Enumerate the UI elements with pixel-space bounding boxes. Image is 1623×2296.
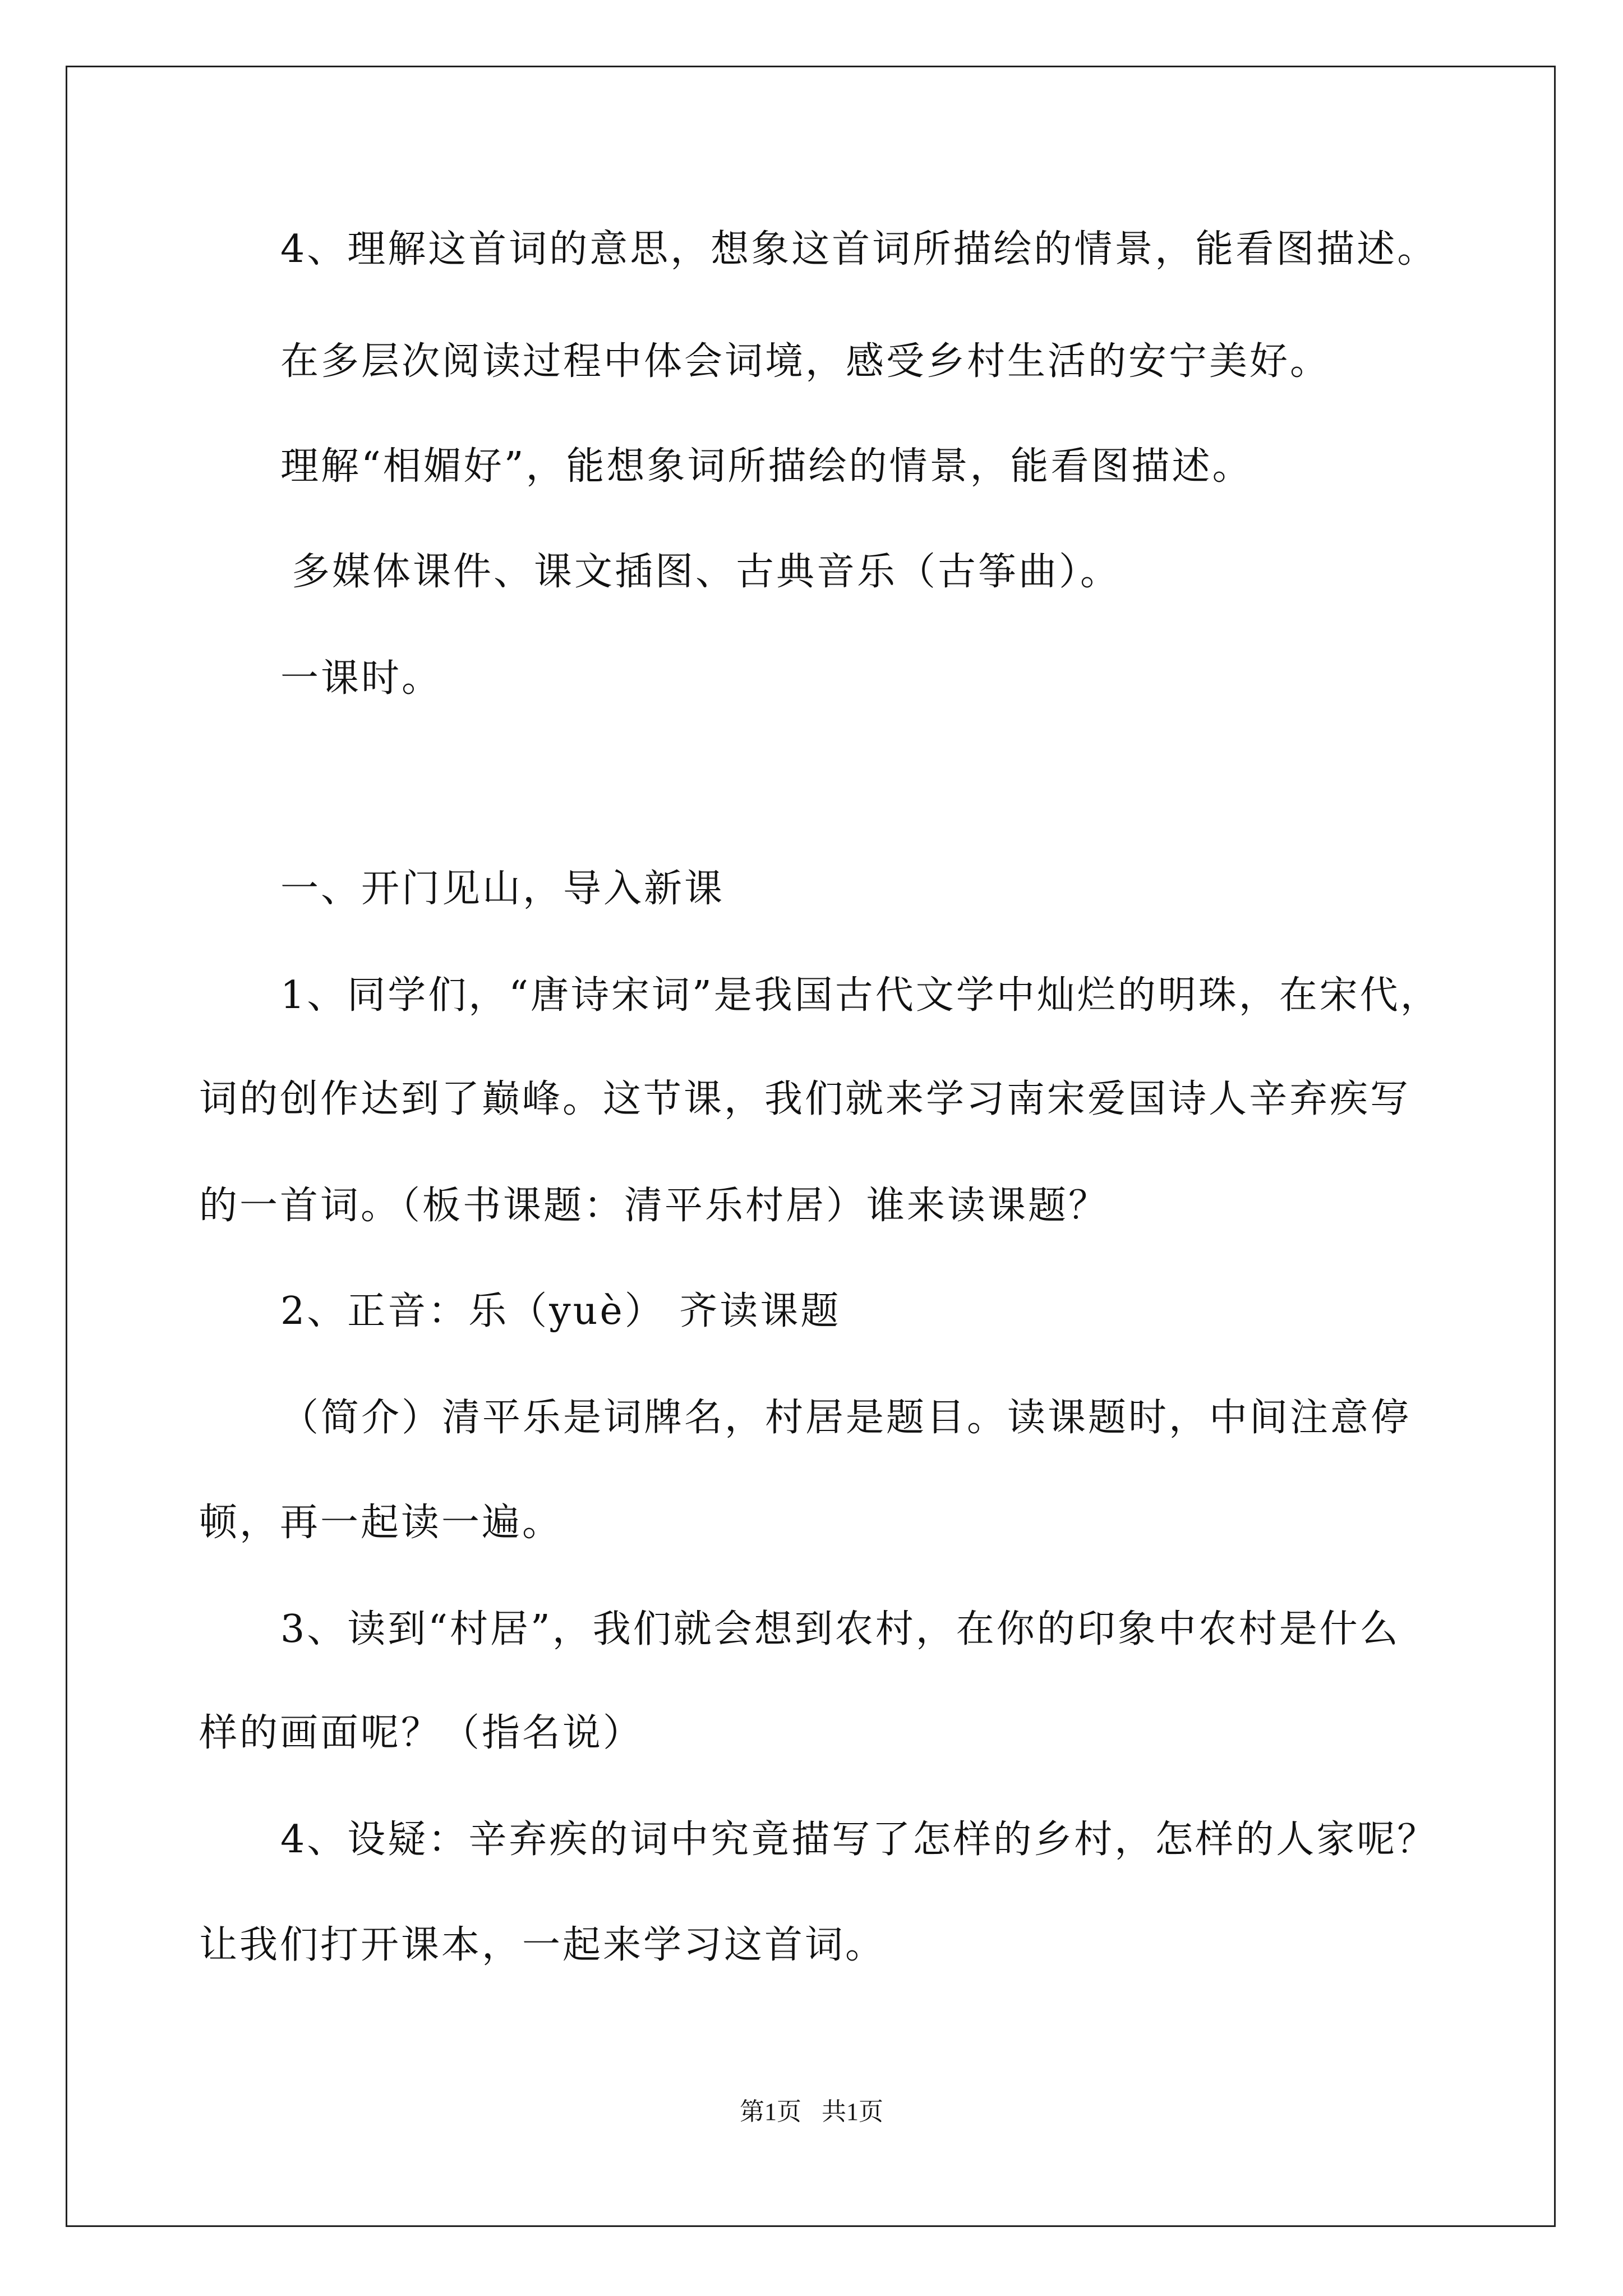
paragraph-15: 让我们打开课本，一起来学习这首词。 [199, 1923, 886, 1967]
paragraph-14: 4、设疑：辛弃疾的词中究竟描写了怎样的乡村，怎样的人家呢？ [280, 1818, 1438, 1862]
paragraph-3: 理解“相媚好”，能想象词所描绘的情景，能看图描述。 [280, 444, 1253, 489]
paragraph-12: 3、读到“村居”，我们就会想到农村，在你的印象中农村是什么 [280, 1607, 1400, 1651]
paragraph-5: 一课时。 [280, 656, 442, 701]
page-total: 共1页 [822, 2098, 883, 2125]
paragraph-2: 在多层次阅读过程中体会词境，感受乡村生活的安宁美好。 [280, 339, 1331, 384]
paragraph-4: 多媒体课件、课文插图、古典音乐（古筝曲）。 [292, 550, 1121, 594]
page-border [66, 66, 1556, 2227]
page-current: 第1页 [740, 2098, 801, 2125]
paragraph-8: 的一首词。（板书课题：清平乐村居）谁来读课题？ [199, 1184, 1109, 1228]
paragraph-11: 顿，再一起读一遍。 [199, 1501, 563, 1545]
paragraph-13: 样的画面呢？（指名说） [199, 1711, 644, 1755]
paragraph-1: 4、理解这首词的意思，想象这首词所描绘的情景，能看图描述。 [280, 227, 1438, 272]
section-heading: 一、开门见山，导入新课 [280, 867, 725, 911]
paragraph-6: 1、同学们，“唐诗宋词”是我国古代文学中灿烂的明珠，在宋代， [280, 973, 1441, 1018]
paragraph-10: （简介）清平乐是词牌名，村居是题目。读课题时，中间注意停 [280, 1396, 1412, 1440]
paragraph-9: 2、正音：乐（yuè） 齐读课题 [280, 1289, 841, 1333]
page-footer [0, 2095, 1623, 2129]
paragraph-7: 词的创作达到了巅峰。这节课，我们就来学习南宋爱国诗人辛弃疾写 [199, 1077, 1411, 1121]
